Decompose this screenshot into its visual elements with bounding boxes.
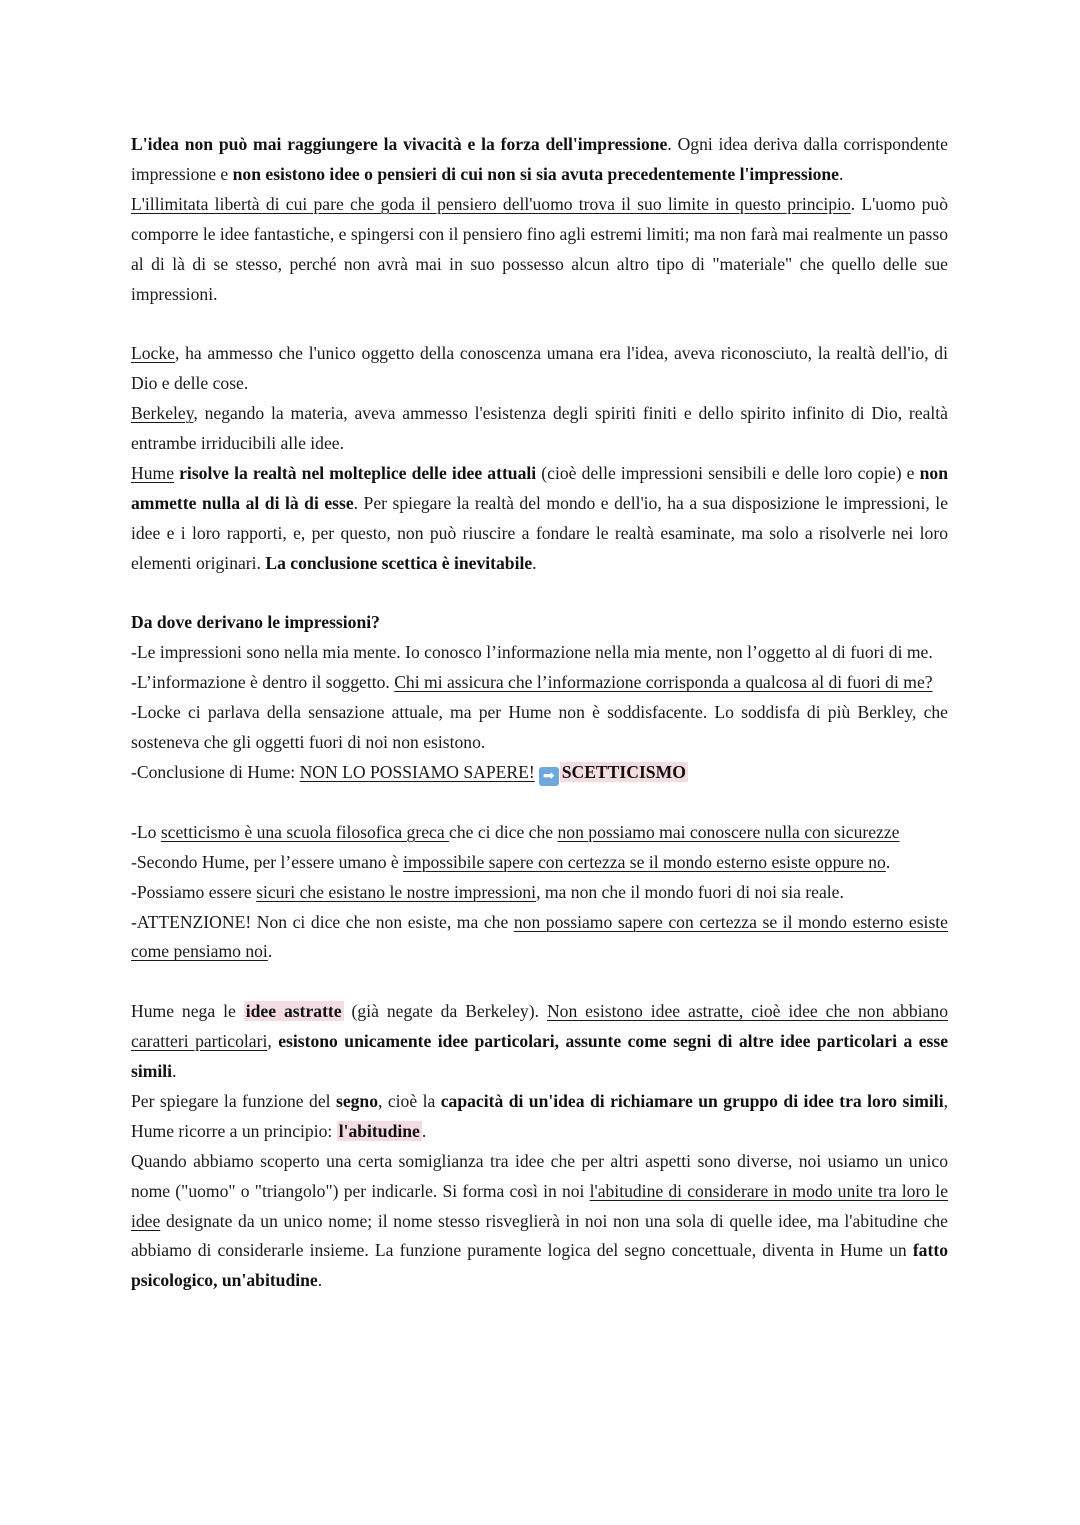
paragraph-locke bbox=[131, 339, 948, 399]
underlined-text: Hume bbox=[131, 462, 174, 483]
spacer bbox=[131, 579, 948, 609]
text: che ci dice che bbox=[449, 821, 558, 842]
bold-text: non ammette nulla al di là di esse bbox=[131, 462, 948, 513]
text: , ha ammesso che l'unico oggetto della conoscenza umana era l'idea, aveva riconosciuto, la realtà dell'io, di Dio e delle cose. bbox=[131, 343, 948, 394]
paragraph-sign-function bbox=[131, 1087, 948, 1147]
text: , cioè la bbox=[378, 1090, 441, 1111]
list-line bbox=[131, 698, 948, 758]
arrow-right-icon: ➡ bbox=[539, 767, 559, 786]
text: . bbox=[421, 1120, 427, 1141]
text: . bbox=[532, 552, 537, 573]
spacer bbox=[131, 309, 948, 339]
list-line bbox=[131, 758, 948, 788]
paragraph-freedom-limit bbox=[131, 190, 948, 310]
bold-text: L'idea non può mai raggiungere la vivacità e la forza dell'impressione bbox=[131, 134, 668, 154]
underlined-text: NON LO POSSIAMO SAPERE! bbox=[299, 762, 535, 782]
text: (già negate da Berkeley). bbox=[343, 1001, 547, 1022]
bold-text: non esistono idee o pensieri di cui non si sia avuta precedentemente l'impressione bbox=[232, 163, 839, 184]
highlighted-bold-text: idee astratte bbox=[245, 1001, 342, 1022]
bold-text: segno bbox=[335, 1090, 379, 1111]
underlined-text: scetticismo è una scuola filosofica greca bbox=[160, 821, 450, 842]
underlined-text: non possiamo mai conoscere nulla con sicurezze bbox=[557, 821, 900, 842]
text: -Secondo Hume, per l’essere umano è bbox=[131, 851, 404, 872]
bold-text: fatto psicologico, un'abitudine bbox=[131, 1240, 948, 1291]
list-line bbox=[131, 878, 948, 908]
underlined-text: Berkeley bbox=[131, 403, 194, 424]
bold-text: La conclusione scettica è inevitabile bbox=[265, 552, 533, 573]
text: , Hume ricorre a un principio: bbox=[131, 1090, 948, 1141]
text: Hume nega le bbox=[131, 1001, 244, 1022]
text: -L’informazione è dentro il soggetto. bbox=[131, 672, 395, 693]
text: -Lo bbox=[131, 821, 161, 842]
text: -Possiamo essere bbox=[131, 881, 257, 902]
text: Quando abbiamo scoperto una certa somiglianza tra idee che per altri aspetti sono diverse, noi usiamo un unico nome ("uomo" o "triangolo") per indicarle. Si forma così in noi bbox=[131, 1150, 948, 1201]
paragraph-berkeley bbox=[131, 399, 948, 459]
underlined-text: Locke bbox=[131, 343, 175, 364]
underlined-text: Chi mi assicura che l’informazione corrisponda a qualcosa al di fuori di me? bbox=[394, 672, 933, 693]
list-line bbox=[131, 638, 948, 668]
heading-text: Da dove derivano le impressioni? bbox=[131, 612, 380, 633]
paragraph-abstract-ideas bbox=[131, 997, 948, 1087]
text: designate da un unico nome; il nome stesso risveglierà in noi non una sola di quelle idee, ma l'abitudine che abbiamo di considerarle insieme. La funzione puramente logica del segno concettuale, diventa in Hume un bbox=[131, 1210, 948, 1261]
underlined-text: impossibile sapere con certezza se il mondo esterno esiste oppure no bbox=[403, 851, 886, 872]
section-heading bbox=[131, 608, 948, 638]
document-page bbox=[131, 130, 948, 1296]
text: Per spiegare la funzione del bbox=[131, 1090, 336, 1111]
text: -Le impressioni sono nella mia mente. Io conosco l’informazione nella mia mente, non l’oggetto al di fuori di me. bbox=[131, 642, 933, 663]
list-line bbox=[131, 668, 948, 698]
text: . bbox=[317, 1270, 323, 1291]
underlined-text: sicuri che esistano le nostre impressioni bbox=[256, 881, 537, 902]
paragraph-habit bbox=[131, 1147, 948, 1297]
paragraph-hume-reality bbox=[131, 459, 948, 579]
underlined-text: l'abitudine di considerare in modo unite tra loro le idee bbox=[131, 1180, 949, 1231]
highlighted-bold-text: SCETTICISMO bbox=[561, 762, 686, 782]
text: -Locke ci parlava della sensazione attuale, ma per Hume non è soddisfacente. Lo soddisfa di più Berkley, che sosteneva che gli oggetti fuori di noi non esistono. bbox=[131, 702, 948, 753]
text: (cioè delle impressioni sensibili e delle loro copie) e bbox=[536, 462, 920, 483]
paragraph-idea-impression bbox=[131, 130, 948, 190]
spacer bbox=[131, 788, 948, 818]
list-line bbox=[131, 908, 948, 968]
text: . bbox=[885, 851, 891, 872]
list-line bbox=[131, 818, 948, 848]
bold-text: risolve la realtà nel molteplice delle idee attuali bbox=[179, 462, 537, 483]
text: , bbox=[267, 1031, 279, 1052]
text: , ma non che il mondo fuori di noi sia reale. bbox=[536, 881, 844, 902]
underlined-text: Non esistono idee astratte, cioè idee che non abbiano caratteri particolari bbox=[131, 1001, 949, 1052]
text: -Conclusione di Hume: bbox=[131, 762, 300, 782]
text: -ATTENZIONE! Non ci dice che non esiste, ma che bbox=[131, 911, 514, 932]
text: . bbox=[267, 941, 273, 962]
underlined-text: non possiamo sapere con certezza se il mondo esterno esiste come pensiamo noi bbox=[131, 911, 948, 962]
text: . bbox=[172, 1061, 177, 1082]
bold-text: esistono unicamente idee particolari, assunte come segni di altre idee particolari a esse simili bbox=[131, 1031, 949, 1082]
text: . L'uomo può comporre le idee fantastiche, e spingersi con il pensiero fino agli estremi limiti; ma non farà mai realmente un passo al di là di se stesso, perché non avrà mai in suo possesso alcun altro tipo di "materiale" che quello delle sue impressioni. bbox=[131, 193, 948, 304]
text: . bbox=[839, 163, 844, 184]
text: , negando la materia, aveva ammesso l'esistenza degli spiriti finiti e dello spirito infinito di Dio, realtà entrambe irriducibili alle idee. bbox=[131, 403, 948, 454]
spacer bbox=[131, 967, 948, 997]
underlined-text: L'illimitata libertà di cui pare che goda il pensiero dell'uomo trova il suo limite in questo principio bbox=[131, 193, 851, 214]
text: . Per spiegare la realtà del mondo e dell'io, ha a sua disposizione le impressioni, le idee e i loro rapporti, e, per questo, non può riuscire a fondare le realtà esaminate, ma solo a risolverle nei loro elementi originari. bbox=[131, 492, 948, 573]
list-line bbox=[131, 848, 948, 878]
highlighted-bold-text: l'abitudine bbox=[338, 1120, 420, 1141]
bold-text: capacità di un'idea di richiamare un gruppo di idee tra loro simili bbox=[440, 1090, 944, 1111]
text: . Ogni idea deriva dalla corrispondente impressione e bbox=[131, 134, 948, 184]
